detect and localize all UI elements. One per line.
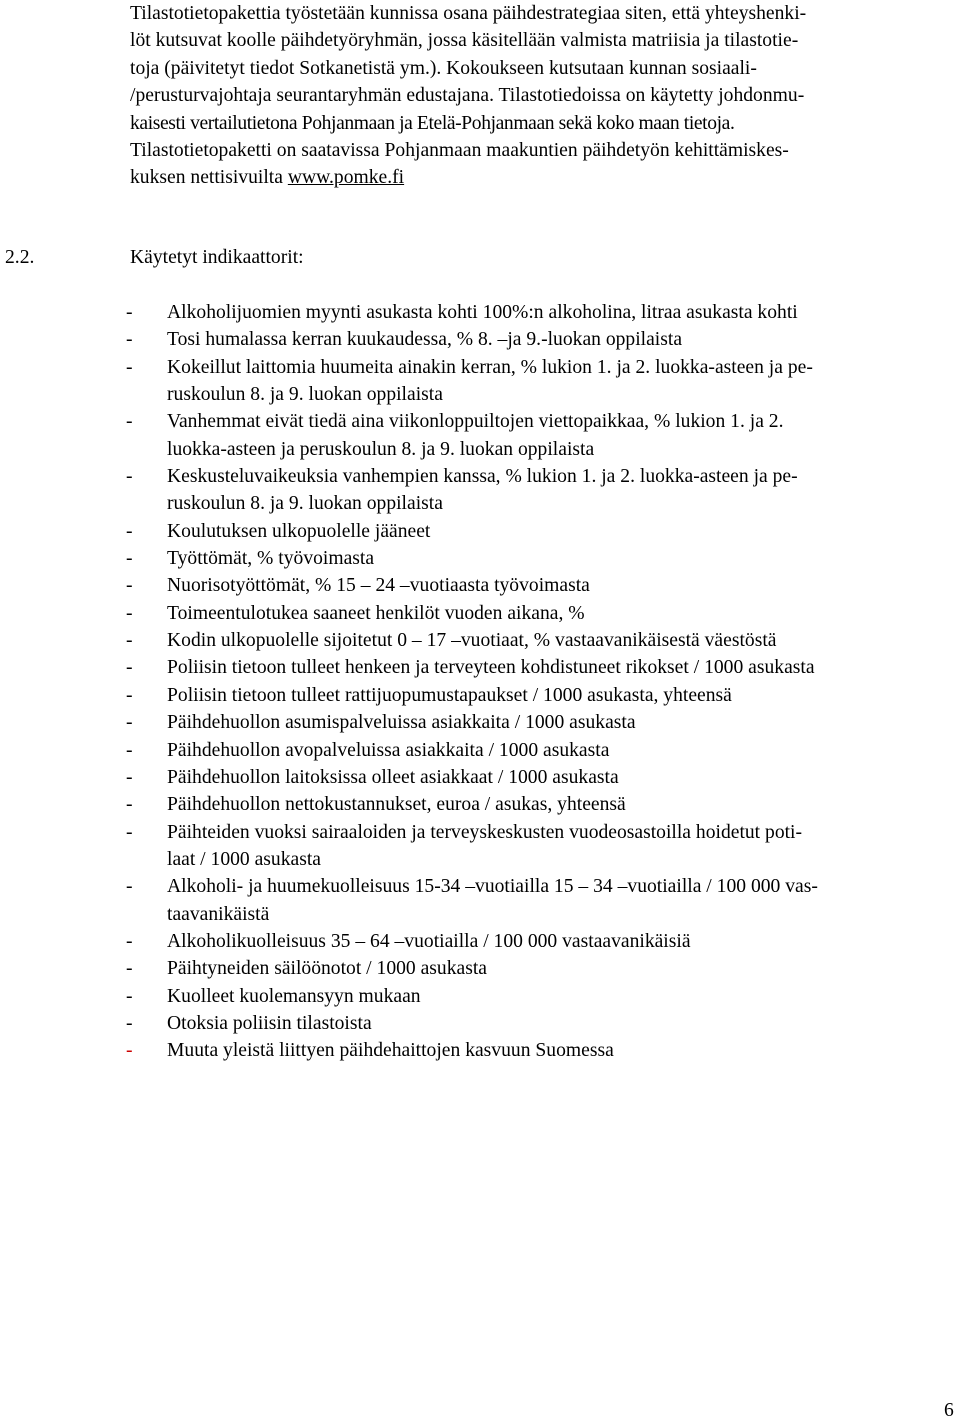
list-dash: - bbox=[126, 739, 133, 761]
list-dash: - bbox=[126, 411, 133, 433]
indicator-text bbox=[167, 326, 960, 353]
indicator-text bbox=[167, 928, 960, 955]
indicator-line: Päihdehuollon avopalveluissa asiakkaita / 1000 asukasta bbox=[167, 739, 610, 761]
indicator-line: Muuta yleistä liittyen päihdehaittojen kasvuun Suomessa bbox=[167, 1040, 614, 1062]
list-dash: - bbox=[126, 356, 133, 378]
indicator-item bbox=[0, 627, 960, 654]
indicator-item bbox=[0, 791, 960, 818]
indicator-line: Nuorisotyöttömät, % 15 – 24 –vuotiaasta työvoimasta bbox=[167, 575, 590, 597]
indicator-line: Alkoholijuomien myynti asukasta kohti 100%:n alkoholina, litraa asukasta kohti bbox=[167, 302, 798, 323]
indicator-line: Poliisin tietoon tulleet henkeen ja terveyteen kohdistuneet rikokset / 1000 asukasta bbox=[167, 657, 815, 679]
indicator-item bbox=[0, 1010, 960, 1037]
indicator-line: Vanhemmat eivät tiedä aina viikonloppuiltojen viettopaikkaa, % lukion 1. ja 2. bbox=[167, 411, 784, 433]
intro-line: kaisesti vertailutietona Pohjanmaan ja Etelä-Pohjanmaan sekä koko maan tietoja. bbox=[130, 112, 735, 134]
indicator-text bbox=[167, 572, 960, 599]
indicator-text bbox=[167, 983, 960, 1010]
indicator-item bbox=[0, 299, 960, 326]
indicator-item bbox=[0, 545, 960, 572]
indicator-item bbox=[0, 873, 960, 928]
list-dash: - bbox=[126, 329, 133, 351]
indicator-line: Alkoholikuolleisuus 35 – 64 –vuotiailla / 100 000 vastaavanikäisiä bbox=[167, 930, 691, 952]
indicator-text bbox=[167, 545, 960, 572]
intro-line: löt kutsuvat koolle päihdetyöryhmän, jossa käsitellään valmista matriisia ja tilastotie- bbox=[130, 30, 799, 52]
list-dash: - bbox=[126, 1012, 133, 1034]
indicator-text bbox=[167, 627, 960, 654]
indicator-text bbox=[167, 600, 960, 627]
list-dash: - bbox=[126, 958, 133, 980]
indicator-item bbox=[0, 463, 960, 518]
indicator-line: Päihdehuollon nettokustannukset, euroa / asukas, yhteensä bbox=[167, 794, 626, 816]
indicator-item bbox=[0, 955, 960, 982]
pomke-link[interactable]: www.pomke.fi bbox=[287, 167, 405, 189]
indicator-line: Kokeillut laittomia huumeita ainakin kerran, % lukion 1. ja 2. luokka-asteen ja pe- bbox=[167, 356, 813, 378]
indicator-item bbox=[0, 518, 960, 545]
indicator-line: Päihteiden vuoksi sairaaloiden ja terveyskeskusten vuodeosastoilla hoidetut poti- bbox=[167, 821, 803, 843]
list-dash: - bbox=[126, 520, 133, 542]
intro-line-text: kuksen nettisivuilta bbox=[130, 167, 288, 189]
list-dash: - bbox=[126, 930, 133, 952]
indicator-line: Tosi humalassa kerran kuukaudessa, % 8. –ja 9.-luokan oppilaista bbox=[167, 329, 683, 351]
list-dash: - bbox=[126, 985, 133, 1007]
indicator-text bbox=[167, 354, 960, 409]
indicator-line: ruskoulun 8. ja 9. luokan oppilaista bbox=[167, 384, 443, 406]
section-title: Käytetyt indikaattorit: bbox=[130, 247, 304, 268]
list-dash: - bbox=[126, 1040, 133, 1062]
indicator-item bbox=[0, 354, 960, 409]
indicator-line: Poliisin tietoon tulleet rattijuopumustapaukset / 1000 asukasta, yhteensä bbox=[167, 684, 732, 706]
indicator-text bbox=[167, 873, 960, 928]
indicator-text bbox=[167, 299, 960, 326]
indicator-line: Työttömät, % työvoimasta bbox=[167, 548, 375, 570]
indicator-item bbox=[0, 682, 960, 709]
indicator-item bbox=[0, 819, 960, 874]
indicator-item bbox=[0, 1037, 960, 1064]
indicator-list bbox=[0, 299, 960, 1065]
section-number: 2.2. bbox=[5, 247, 35, 268]
page-number: 6 bbox=[944, 1400, 954, 1421]
list-dash: - bbox=[126, 630, 133, 652]
indicator-line: Koulutuksen ulkopuolelle jääneet bbox=[167, 520, 431, 542]
indicator-line: Kuolleet kuolemansyyn mukaan bbox=[167, 985, 421, 1007]
intro-paragraph bbox=[130, 0, 960, 192]
indicator-text bbox=[167, 709, 960, 736]
indicator-item bbox=[0, 326, 960, 353]
intro-line-last bbox=[130, 164, 960, 191]
indicator-text bbox=[167, 1037, 960, 1064]
list-dash: - bbox=[126, 302, 133, 323]
indicator-item bbox=[0, 572, 960, 599]
list-dash: - bbox=[126, 766, 133, 788]
list-dash: - bbox=[126, 821, 133, 843]
list-dash: - bbox=[126, 548, 133, 570]
indicator-item bbox=[0, 654, 960, 681]
indicator-text bbox=[167, 955, 960, 982]
list-dash: - bbox=[126, 657, 133, 679]
intro-line: Tilastotietopaketti on saatavissa Pohjanmaan maakuntien päihdetyön kehittämiskes- bbox=[130, 140, 789, 162]
indicator-line: Otoksia poliisin tilastoista bbox=[167, 1012, 372, 1034]
indicator-item bbox=[0, 764, 960, 791]
indicator-line: Keskusteluvaikeuksia vanhempien kanssa, % lukion 1. ja 2. luokka-asteen ja pe- bbox=[167, 466, 798, 488]
list-dash: - bbox=[126, 712, 133, 734]
indicator-line: laat / 1000 asukasta bbox=[167, 848, 321, 870]
indicator-text bbox=[167, 518, 960, 545]
indicator-line: Päihdehuollon asumispalveluissa asiakkaita / 1000 asukasta bbox=[167, 712, 636, 734]
list-dash: - bbox=[126, 466, 133, 488]
list-dash: - bbox=[126, 684, 133, 706]
indicator-text bbox=[167, 737, 960, 764]
intro-line: Tilastotietopakettia työstetään kunnissa osana päihdestrategiaa siten, että yhteyshenki- bbox=[130, 3, 807, 24]
indicator-line: luokka-asteen ja peruskoulun 8. ja 9. luokan oppilaista bbox=[167, 438, 595, 460]
indicator-line: Päihdehuollon laitoksissa olleet asiakkaat / 1000 asukasta bbox=[167, 766, 619, 788]
indicator-text bbox=[167, 819, 960, 874]
indicator-text bbox=[167, 764, 960, 791]
list-dash: - bbox=[126, 602, 133, 624]
indicator-line: Kodin ulkopuolelle sijoitetut 0 – 17 –vuotiaat, % vastaavanikäisestä väestöstä bbox=[167, 630, 777, 652]
indicator-text bbox=[167, 682, 960, 709]
indicator-text bbox=[167, 791, 960, 818]
indicator-line: Alkoholi- ja huumekuolleisuus 15-34 –vuotiailla 15 – 34 –vuotiailla / 100 000 vas- bbox=[167, 876, 818, 898]
indicator-item bbox=[0, 600, 960, 627]
indicator-item bbox=[0, 709, 960, 736]
indicator-text bbox=[167, 1010, 960, 1037]
intro-line: /perusturvajohtaja seurantaryhmän edustajana. Tilastotiedoissa on käytetty johdonmu- bbox=[130, 85, 805, 107]
indicator-text bbox=[167, 654, 960, 681]
indicator-item bbox=[0, 737, 960, 764]
indicator-line: taavanikäistä bbox=[167, 903, 270, 925]
list-dash: - bbox=[126, 876, 133, 898]
indicator-line: ruskoulun 8. ja 9. luokan oppilaista bbox=[167, 493, 443, 515]
indicator-item bbox=[0, 928, 960, 955]
indicator-item bbox=[0, 983, 960, 1010]
indicator-text bbox=[167, 408, 960, 463]
list-dash: - bbox=[126, 575, 133, 597]
intro-line: toja (päivitetyt tiedot Sotkanetistä ym.). Kokoukseen kutsutaan kunnan sosiaali- bbox=[130, 57, 757, 79]
indicator-line: Toimeentulotukea saaneet henkilöt vuoden aikana, % bbox=[167, 602, 585, 624]
indicator-item bbox=[0, 408, 960, 463]
list-dash: - bbox=[126, 794, 133, 816]
indicator-line: Päihtyneiden säilöönotot / 1000 asukasta bbox=[167, 958, 487, 980]
indicator-text bbox=[167, 463, 960, 518]
